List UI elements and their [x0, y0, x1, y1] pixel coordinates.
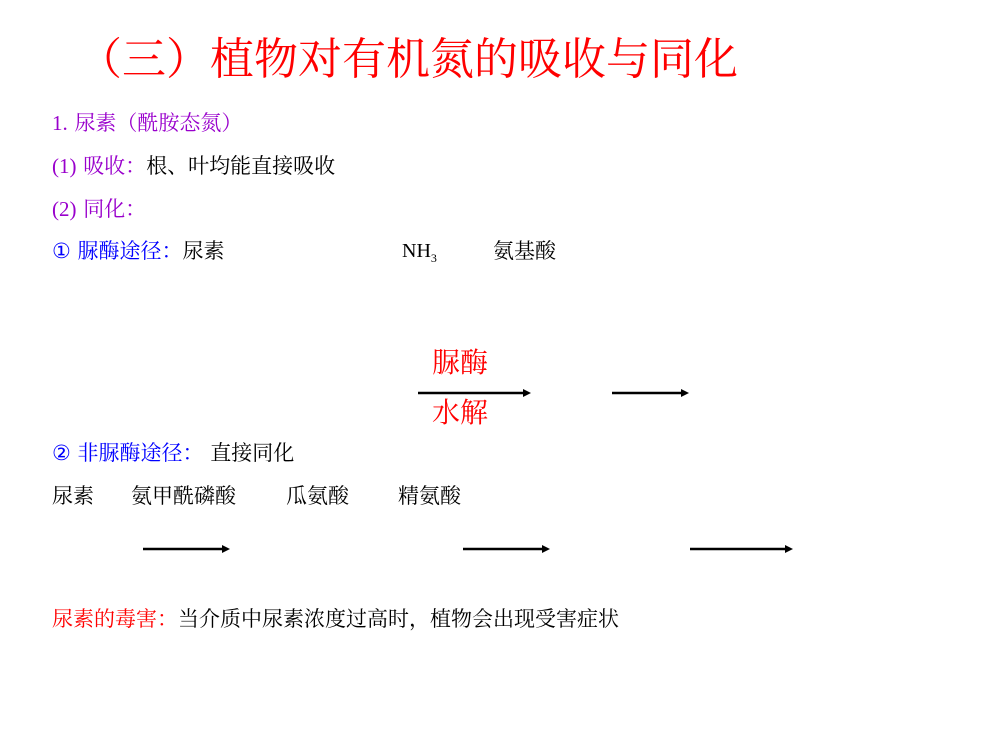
enzyme-bottom-label: 水解: [432, 396, 489, 429]
urease-label: 脲酶途径：: [77, 239, 183, 263]
urease-pathway-line: [52, 237, 225, 265]
urease-arrow-1: [418, 387, 533, 399]
toxicity-text: 当介质中尿素浓度过高时，植物会出现受害症状: [178, 607, 619, 631]
toxicity-label: 尿素的毒害：: [52, 607, 178, 631]
non-urease-arrow-2: [463, 543, 553, 555]
urease-end: 氨基酸: [493, 239, 556, 263]
absorption-number: (1): [52, 154, 77, 178]
section-number: 1.: [52, 111, 68, 135]
step-arginine: 精氨酸: [398, 484, 461, 508]
toxicity-line: [52, 605, 619, 633]
non-urease-label: 非脲酶途径：: [77, 441, 204, 465]
section-label: 尿素（酰胺态氮）: [74, 111, 243, 135]
section-heading: [52, 109, 242, 137]
non-urease-text: 直接同化: [210, 441, 295, 465]
assimilation-label: 同化：: [83, 197, 147, 221]
urease-marker: ①: [52, 239, 71, 263]
non-urease-arrow-1: [143, 543, 233, 555]
urease-start: 尿素: [182, 239, 225, 263]
absorption-text: 根、叶均能直接吸收: [146, 154, 336, 178]
non-urease-marker: ②: [52, 441, 71, 465]
assimilation-number: (2): [52, 197, 77, 221]
enzyme-top-label: 脲酶: [432, 346, 489, 379]
absorption-line: [52, 152, 335, 180]
non-urease-pathway-line: [52, 439, 294, 467]
step-citrulline: 瓜氨酸: [286, 484, 349, 508]
non-urease-arrow-3: [690, 543, 796, 555]
urease-arrow-2: [612, 387, 692, 399]
assimilation-line: [52, 195, 146, 223]
absorption-label: 吸收：: [83, 154, 147, 178]
step-urea: 尿素: [52, 484, 94, 508]
page-title: （三）植物对有机氮的吸收与同化: [78, 34, 738, 85]
nh3-label: $NH_3$: [402, 240, 437, 265]
step-carbamoyl-phosphate: 氨甲酰磷酸: [131, 484, 236, 508]
